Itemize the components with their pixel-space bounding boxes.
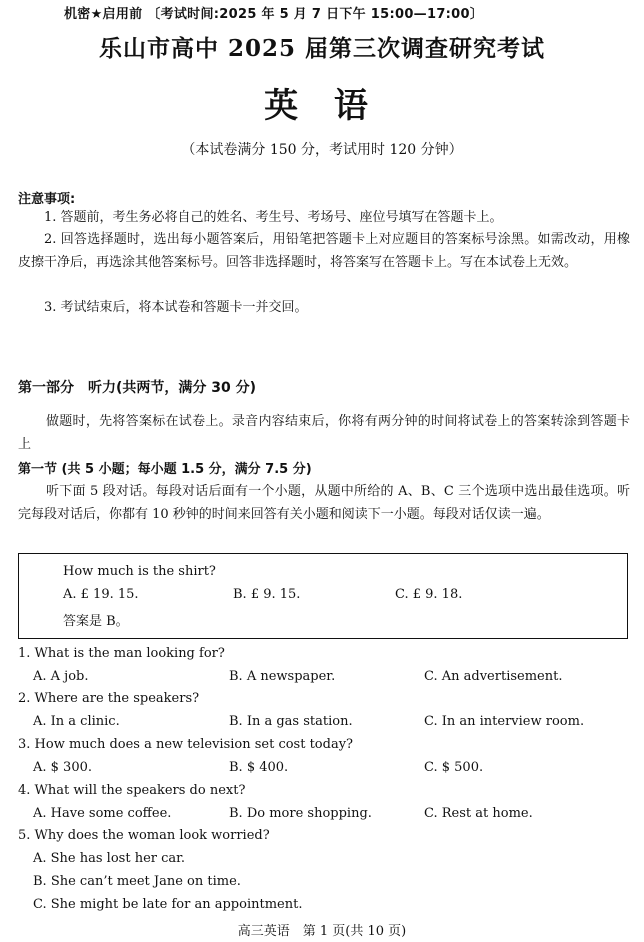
note-item-1: 1. 答题前，考生务必将自己的姓名、考生号、考场号、座位号填写在答题卡上。 [44,210,503,225]
question-4: 4. What will the speakers do next? [18,783,246,798]
example-box [18,553,628,639]
confidential-header: 机密★启用前 〔考试时间:2025 年 5 月 7 日下午 15:00—17:00〕 [64,7,484,22]
question-3-option-c: C. $ 500. [424,760,484,775]
question-1-option-c: C. An advertisement. [424,669,563,684]
question-2-option-c: C. In an interview room. [424,714,585,729]
question-5: 5. Why does the woman look worried? [18,828,270,843]
section1-intro: 听下面 5 段对话。每段对话后面有一个小题，从题中所给的 A、B、C 三个选项中选出最佳选项。听完每段对话后，你都有 10 秒钟的时间来回答有关小题和阅读下一小题。每段对话仅读一遍。 [18,484,630,522]
question-5-option-b: B. She can’t meet Jane on time. [33,874,241,889]
example-question: How much is the shirt? [63,564,216,579]
notes-title: 注意事项: [18,192,76,207]
question-4-option-c: C. Rest at home. [424,806,533,821]
question-2-option-a: A. In a clinic. [33,714,120,729]
exam-title: 乐山市高中 2025 届第三次调查研究考试 [98,35,546,62]
score-note: （本试卷满分 150 分，考试用时 120 分钟） [181,142,463,158]
question-3-option-a: A. $ 300. [33,760,93,775]
example-option-b: B. £ 9. 15. [233,587,301,602]
question-2-option-b: B. In a gas station. [229,714,353,729]
section1-title: 第一节 (共 5 小题；每小题 1.5 分，满分 7.5 分) [18,462,312,477]
example-answer: 答案是 B。 [63,614,129,629]
note-item-3: 3. 考试结束后，将本试卷和答题卡一并交回。 [44,300,308,315]
question-4-option-b: B. Do more shopping. [229,806,372,821]
note-item-2: 2. 回答选择题时，选出每小题答案后，用铅笔把答题卡上对应题目的答案标号涂黑。如需改动，用橡皮擦干净后，再选涂其他答案标号。回答非选择题时，将答案写在答题卡上。写在本试卷上无效。 [18,232,630,270]
question-5-option-c: C. She might be late for an appointment. [33,897,303,912]
part1-intro: 做题时，先将答案标在试卷上。录音内容结束后，你将有两分钟的时间将试卷上的答案转涂到答题卡上 [18,414,630,452]
question-3-option-b: B. $ 400. [229,760,289,775]
question-3: 3. How much does a new television set cost today? [18,737,354,752]
question-1-option-a: A. A job. [33,669,89,684]
question-1: 1. What is the man looking for? [18,646,225,661]
example-option-c: C. £ 9. 18. [395,587,463,602]
part1-title: 第一部分 听力(共两节，满分 30 分) [18,380,257,396]
question-1-option-b: B. A newspaper. [229,669,336,684]
page-footer: 高三英语 第 1 页(共 10 页) [237,924,407,939]
question-4-option-a: A. Have some coffee. [33,806,172,821]
subject-title: 英 语 [264,86,380,126]
example-option-a: A. £ 19. 15. [63,587,139,602]
question-2: 2. Where are the speakers? [18,691,200,706]
question-5-option-a: A. She has lost her car. [33,851,186,866]
